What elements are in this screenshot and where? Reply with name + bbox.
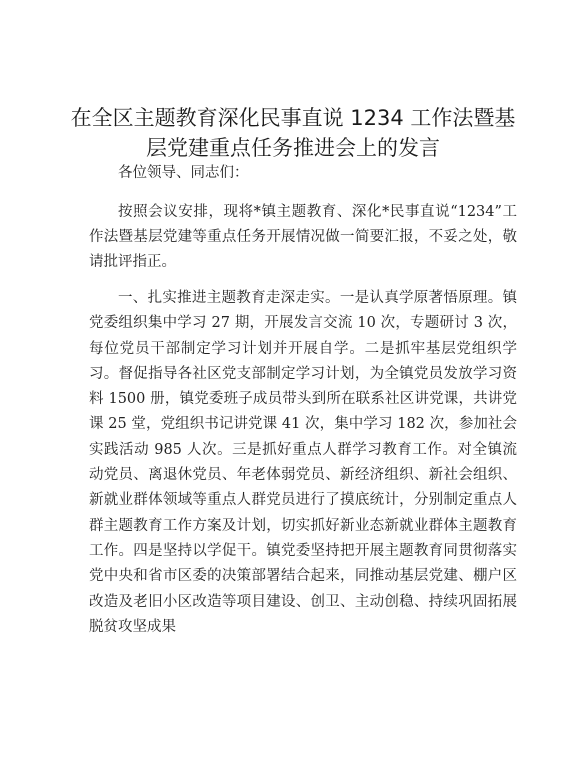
title-line-2: 层党建重点任务推进会上的发言 [146,136,440,160]
salutation: 各位领导、同志们： [118,165,249,181]
document-title [40,103,546,163]
paragraph-intro: 按照会议安排，现将*镇主题教育、深化*民事直说“1234”工作法暨基层党建等重点任务开展情况做一简要汇报，不妥之处，敬请批评指正。 [89,204,517,270]
title-line-1: 在全区主题教育深化民事直说 1234 工作法暨基 [70,106,516,130]
paragraph-section-1: 一、扎实推进主题教育走深走实。一是认真学原著悟原理。镇党委组织集中学习 27 期，开展发言交流 10 次，专题研讨 3 次，每位党员干部制定学习计划并开展自学。二是抓牢基层党组织学习。督促指导各社区党支部制定学习计划，为全镇党员发放学习资料 1500 册，镇党委班子成员带头到所在联系社区讲党课，共讲党课 25 堂，党组织书记讲党课 41 次，集中学习 182 次，参加社会实践活动 985 人次。三是抓好重点人群学习教育工作。对全镇流动党员、离退休党员、年老体弱党员、新经济组织、新社会组织、新就业群体领域等重点人群党员进行了摸底统计，分别制定重点人群主题教育工作方案及计划，切实抓好新业态新就业群体主题教育工作。四是坚持以学促干。镇党委坚持把开展主题教育同贯彻落实党中央和省市区委的决策部署结合起来，同推动基层党建、棚户区改造及老旧小区改造等项目建设、创卫、主动创稳、持续巩固拓展脱贫攻坚成果 [89,290,517,635]
